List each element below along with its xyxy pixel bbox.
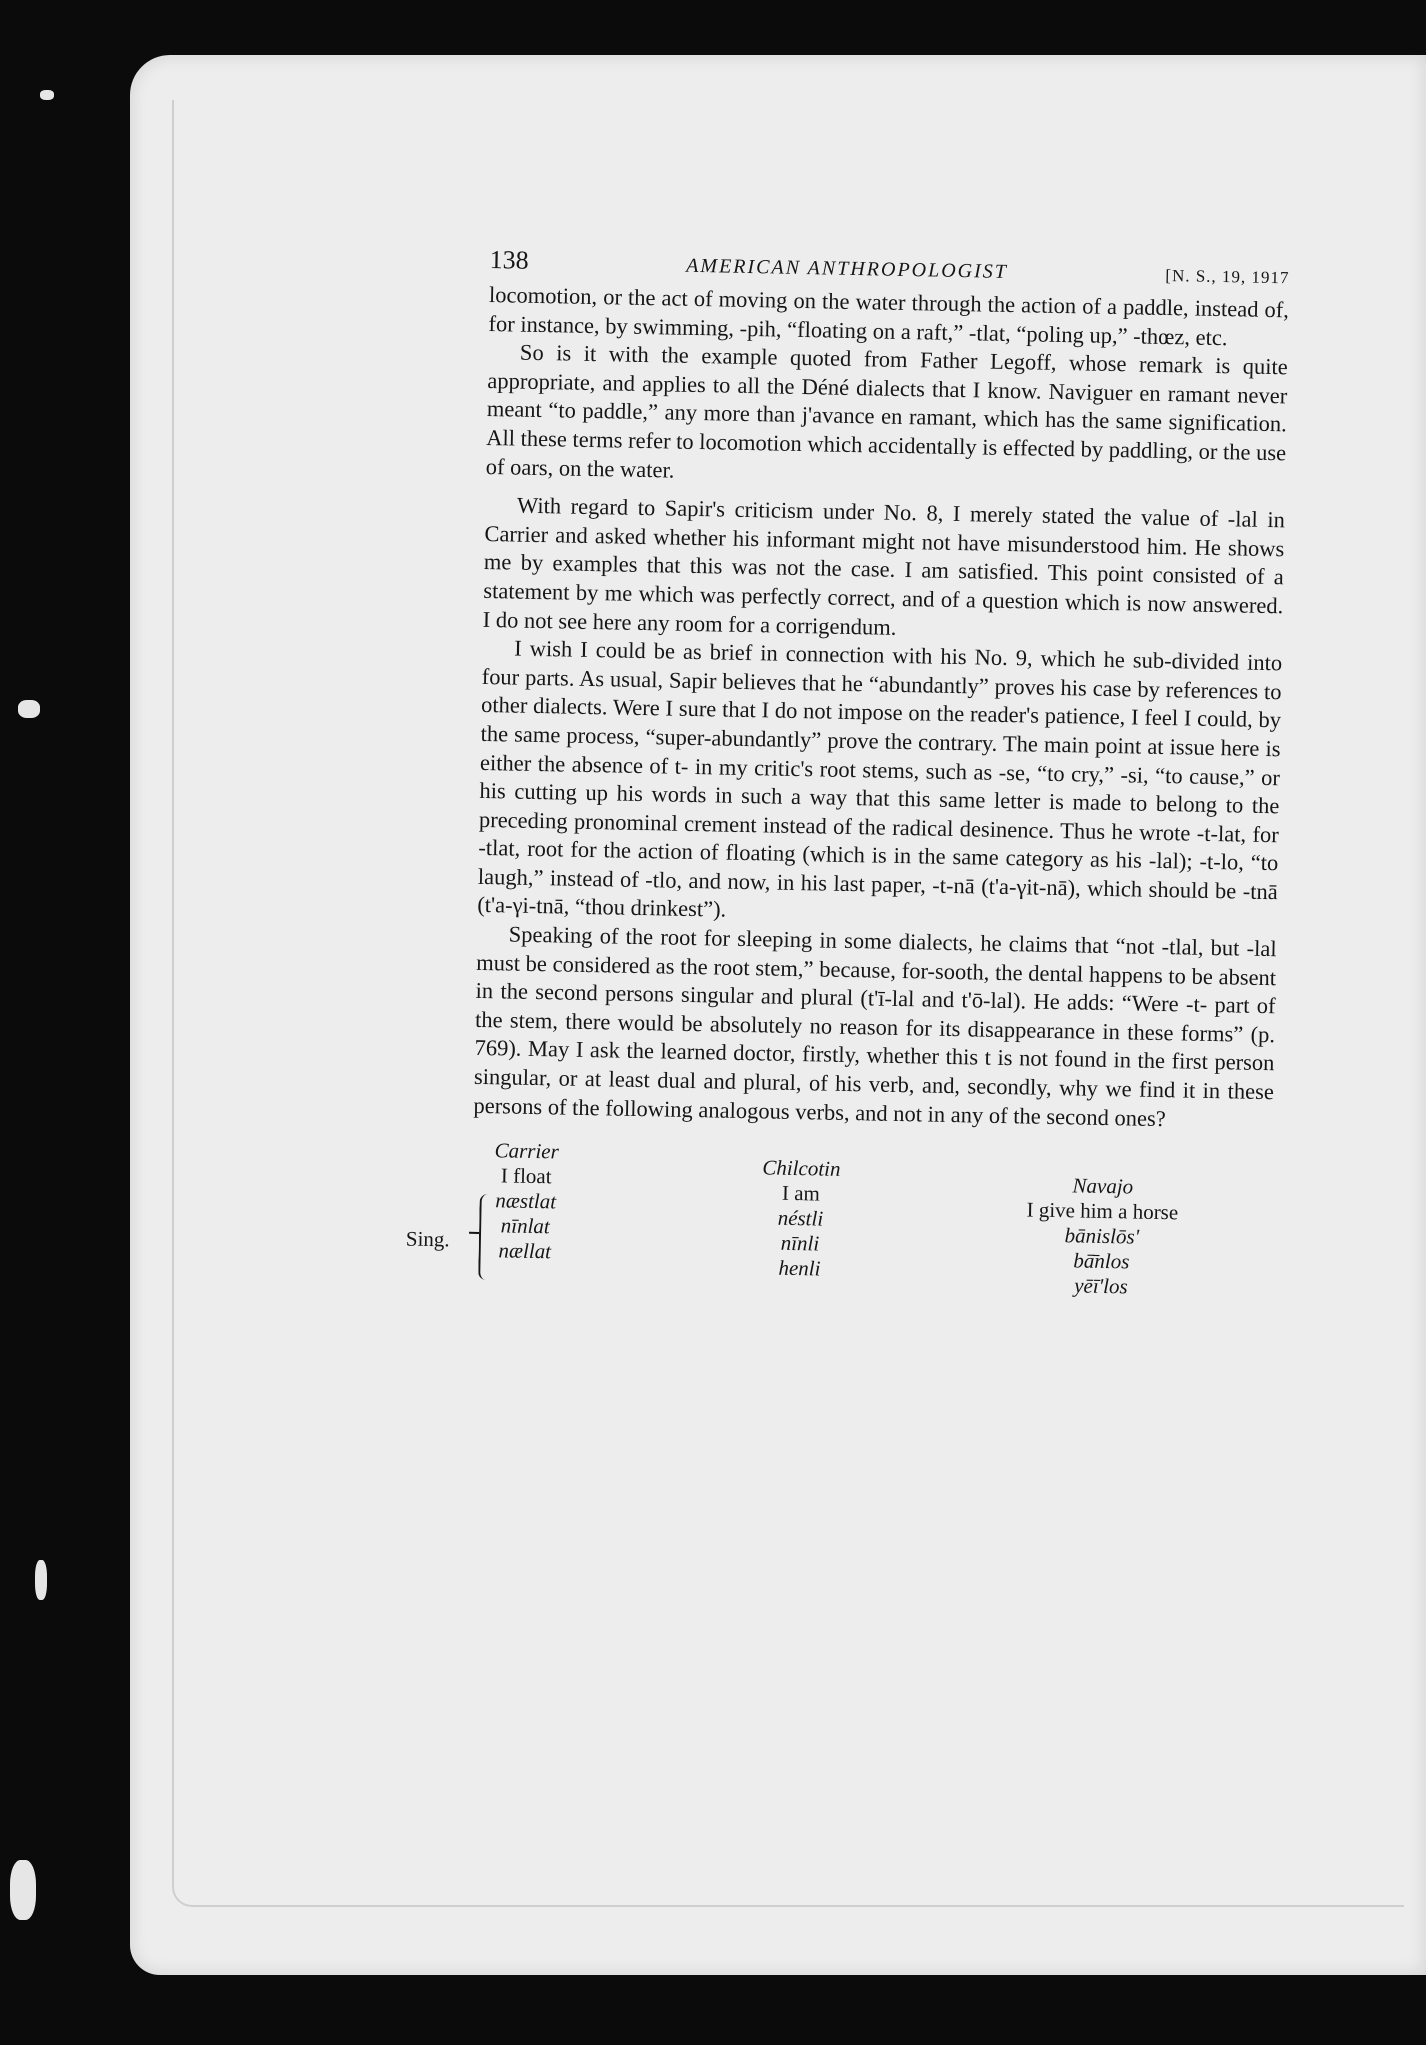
- paragraph: I wish I could be as brief in connection with his No. 9, which he sub-divided into four parts. As usual, Sapir believes that he “abundantly” proves his case by references to other dialects. Were I sure that I do not impose on the reader's patience, I feel I could, by the same process, “super-abundantly” prove the contrary. The main point at issue here is either the absence of t- in my critic's root stems, such as -se, “to cry,” -si, “to cause,” or his cutting up his words in such a way that this same letter is made to belong to the preceding pronominal crement instead of the radical desinence. Thus he wrote -t-lat, for -tlat, root for the action of floating (which is in the same category as his -lal); -t-lo, “to laugh,” instead of -tlo, and now, in his last paper, -t-nā (t'a-γit-nā), which should be -tnā (t'a-γi-tnā, “thou drinkest”).: [477, 635, 1283, 923]
- column-chilcotin: [760, 1156, 841, 1282]
- scan-speck: [10, 1860, 36, 1920]
- column-language: Carrier: [494, 1138, 560, 1164]
- paragraph: locomotion, or the act of moving on the water through the action of a paddle, instead of, for instance, by swimming, -pih, “floating on a raft,” -tlat, “poling up,” -thœz, etc.: [488, 281, 1290, 350]
- paragraph: Speaking of the root for sleeping in some dialects, he claims that “not -tlal, but -lal must be considered as the root stem,” because, for-sooth, the dental happens to be absent in the second persons singular and plural (t'ī-lal and t'ō-lal). He adds: “Were -t- part of the stem, there would be absolutely no reason for its disappearance in these forms” (p. 769). May I ask the learned doctor, firstly, whether this t is not found in the first person singular, or at least dual and plural, of his verb, and, secondly, why we find it in these persons of the following analogous verbs, and not in any of the second ones?: [473, 921, 1277, 1131]
- column-gloss: I give him a horse: [1026, 1197, 1179, 1225]
- verb-form: henli: [778, 1255, 821, 1281]
- verb-form: yēī'los: [1073, 1273, 1128, 1299]
- verb-form: nīnlat: [500, 1213, 550, 1239]
- column-navajo: [1025, 1173, 1179, 1301]
- journal-title: AMERICAN ANTHROPOLOGIST: [685, 254, 1009, 283]
- verb-form: næstlat: [495, 1188, 557, 1214]
- verb-form: néstli: [777, 1205, 824, 1231]
- verb-form: bānislōs': [1064, 1223, 1140, 1249]
- column-language: Chilcotin: [762, 1155, 841, 1182]
- page-number: 138: [489, 245, 529, 275]
- column-carrier: [492, 1138, 559, 1264]
- paragraph: With regard to Sapir's criticism under No. 8, I merely stated the value of -lal in Carrier and asked whether his informant might not have misunderstood him. He shows me by examples that this was not the case. I am satisfied. This point consisted of a statement by me which was perfectly correct, and of a question which is now answered. I do not see here any room for a corrigendum.: [482, 492, 1286, 640]
- verb-form: bā̄nlos: [1073, 1248, 1130, 1274]
- paragraph: So is it with the example quoted from Father Legoff, whose remark is quite appropriate, and applies to all the Déné dialects that I know. Naviguer en ramant never meant “to paddle,” any more than j'avance en ramant, which has the same signification. All these terms refer to locomotion which accidentally is effected by paddling, or the use of oars, on the water.: [485, 339, 1289, 483]
- verb-form: nællat: [498, 1238, 552, 1264]
- column-gloss: I am: [781, 1181, 821, 1206]
- scan-speck: [18, 700, 40, 718]
- brace: [478, 1194, 494, 1280]
- row-label: Sing.: [405, 1226, 450, 1252]
- scan-speck: [35, 1560, 47, 1600]
- column-language: Navajo: [1072, 1173, 1134, 1199]
- column-gloss: I float: [500, 1163, 552, 1189]
- verb-form: nīnli: [780, 1230, 820, 1256]
- scan-speck: [40, 90, 54, 100]
- series-info: [N. S., 19, 1917: [1165, 265, 1290, 288]
- page-content: [405, 245, 1290, 1333]
- verb-table: [405, 1138, 1272, 1333]
